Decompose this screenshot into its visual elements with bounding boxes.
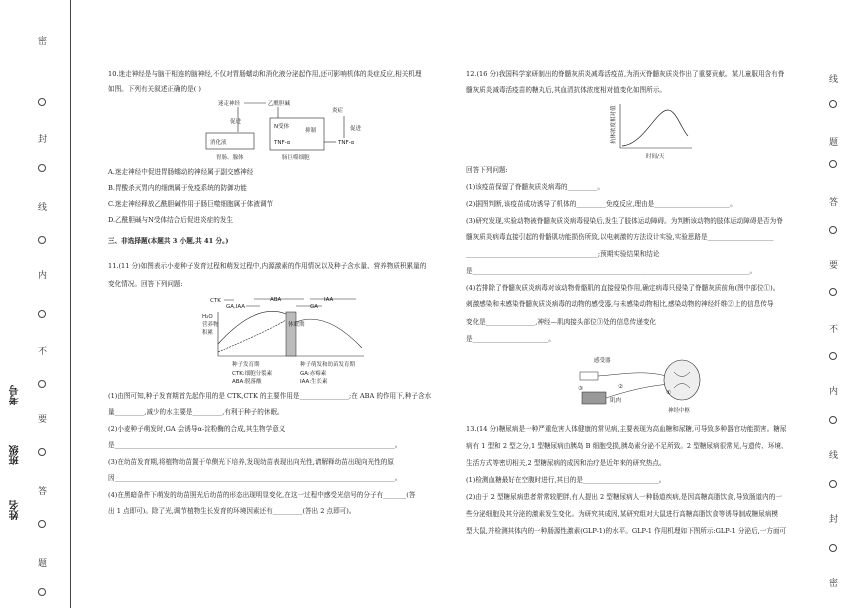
binding-char: 内 <box>38 271 48 281</box>
fig-center-label: 神经中枢 <box>668 408 691 414</box>
q10-figure <box>200 96 370 162</box>
binding-circle <box>829 544 837 552</box>
binding-circle <box>38 380 46 388</box>
q13-part1: (1)检测血糖最好在空腹时进行,其目的是_______________________。 <box>466 476 666 484</box>
binding-char: 题 <box>38 559 48 569</box>
q12-ask: 回答下列问题: <box>466 166 508 174</box>
fig-iaa-label: IAA <box>324 297 334 303</box>
q11-stem: 11.(11 分)如图表示小麦种子发育过程和萌发过程中,内源激素的作用情况以及种子含水量、营养物质积累量的 <box>108 262 427 270</box>
fig-key1: CTK:细胞分裂素 <box>232 371 273 377</box>
q12-part1: (1)该疫苗保留了脊髓灰质炎病毒的_________。 <box>466 183 604 191</box>
fig-key3: ABA:脱落酸 <box>232 379 262 384</box>
binding-circle <box>829 416 837 424</box>
fig-water-label: H₂O <box>202 314 213 320</box>
binding-circle <box>829 352 837 360</box>
binding-char: 封 <box>829 515 839 525</box>
fig-stage1-label: 种子发育期 <box>232 362 260 368</box>
q10-option-a: A.迷走神经中促进胃肠蠕动的神经属于副交感神经 <box>108 168 254 176</box>
binding-char: 不 <box>829 325 839 335</box>
q12-part3-cont3: 是____________________________________________________________________________________。 <box>466 267 757 275</box>
fig-muscle-label: 肌肉 <box>610 398 622 404</box>
q12-part3-cont1: 髓灰质炎病毒直接引起的骨骼肌功能损伤所致,以电刺激的方法设计实验,实验思路是____________________ <box>466 233 774 241</box>
fig-dormancy-label: 休眠期 <box>288 322 305 328</box>
q11-figure <box>196 292 366 384</box>
q11-part3-cont: 因_____________________________________________________________________________________。 <box>108 474 402 482</box>
class-field-label: 班级 <box>10 445 21 465</box>
binding-char: 密 <box>829 579 839 589</box>
q11-part2-cont: 是_____________________________________________________________________________________。 <box>108 441 402 449</box>
q12-part3-cont2: ________________________________________;预期实验结果和结论 <box>466 250 660 258</box>
binding-circle <box>829 100 837 108</box>
binding-line <box>70 0 71 608</box>
q12-stem-cont: 髓灰质炎减毒活疫苗的糖丸后,其血清抗体浓度相对值变化如图所示。 <box>466 86 666 94</box>
fig-tnf-label: TNF-α <box>274 140 291 146</box>
binding-char: 线 <box>829 75 839 85</box>
fig-ga-label: GA <box>310 304 319 310</box>
q12-part4-cont3: 是_______________________。 <box>466 335 556 343</box>
q11-part1-cont: 量_________,减少的水主要是_________,有利于种子的休眠。 <box>108 408 284 416</box>
q12-part2: (2)据图判断,该疫苗成功诱导了机体的_________免疫反应,理由是_______________________。 <box>466 200 737 208</box>
q12-part4-cont2: 变化是_______________,神经—肌肉接头部位③处的信息传递变化 <box>466 318 657 326</box>
fig-tnf2-label: TNF-α <box>338 140 355 146</box>
binding-circle <box>829 226 837 234</box>
binding-circle <box>829 480 837 488</box>
binding-char: 密 <box>38 37 48 47</box>
fig-macrophage-label: 肠巨噬细胞 <box>282 155 310 161</box>
binding-char: 内 <box>829 387 839 397</box>
binding-char: 线 <box>38 203 48 213</box>
binding-char: 不 <box>38 347 48 357</box>
q11-part3: (3)在幼苗发育期,将植物幼苗置于单侧光下培养,发现幼苗表现出向光性,请解释幼苗出现向光性的原 <box>108 458 394 466</box>
fig-ctk-label: CTK <box>210 298 221 304</box>
binding-circle <box>829 288 837 296</box>
fig-key4: IAA:生长素 <box>300 379 328 384</box>
q13-part2: (2)由于 2 型糖尿病患者常常较肥胖,有人提出 2 型糖尿病人一种肠道疾病,是因高糖高脂饮食,导致肠道内的一 <box>466 493 782 501</box>
binding-char: 要 <box>829 261 839 271</box>
q13-part2-cont1: 些分泌细胞及其分泌的激素发生变化。为研究其成因,某研究组对大鼠进行高糖高脂饮食等诱导制成糖尿病模 <box>466 510 779 518</box>
fig-site3-label: ③ <box>578 386 583 392</box>
q12-reflex-figure <box>574 350 714 416</box>
q11-stem-cont: 变化情况。回答下列问题: <box>108 280 183 288</box>
q13-stem-3: 生活方式等密切相关,2 型糖尿病的成因和治疗是近年来的研究热点。 <box>466 459 666 467</box>
q11-part1: (1)由图可知,种子发育期首先起作用的是 CTK,CTK 的主要作用是_______________;在 ABA 的作用下,种子含水 <box>108 392 432 400</box>
binding-char: 答 <box>38 487 48 497</box>
q10-stem: 10.迷走神经是与脑干相连的脑神经,不仅对胃肠蠕动和消化液分泌起作用,还可影响机体的炎症反应,相关机理 <box>108 70 422 78</box>
q13-stem-2: 病有 1 型和 2 型之分,1 型糖尿病由胰岛 B 细胞受损,胰岛素分泌不足所致。2 型糖尿病很常见,与遗传、环境、 <box>466 442 788 450</box>
q10-option-b: B.胃酸杀灭胃内的细菌属于免疫系统的防御功能 <box>108 184 247 192</box>
binding-circle <box>38 310 46 318</box>
binding-char: 要 <box>38 415 48 425</box>
fig-site2-label: ② <box>618 384 623 390</box>
binding-circle <box>829 160 837 168</box>
fig-key2: GA:赤霉素 <box>300 371 327 377</box>
id-field-label: 考号 <box>10 385 21 405</box>
fig-gut-label: 胃肠、腺体 <box>216 155 244 161</box>
q11-part4-cont: 出 1 点即可)。除了光,调节植物生长发育的环境因素还有_________(答出 2 点即可)。 <box>108 507 356 515</box>
fig-receptor-label: 感受器 <box>594 358 611 364</box>
fig-gaiaa-label: GA,IAA <box>226 304 246 310</box>
binding-circle <box>38 520 46 528</box>
fig-site1-label: ① <box>666 390 671 396</box>
fig-stage2-label: 种子萌发和幼苗发育期 <box>300 362 356 368</box>
binding-circle <box>38 588 46 596</box>
fig-accumulation-label: 积累 <box>202 330 214 336</box>
chart-ylabel: 抗体浓度相对值 <box>611 105 617 144</box>
fig-n-receptor-label: N受体 <box>274 124 290 130</box>
fig-promote-label: 促进 <box>230 119 242 125</box>
q10-option-d: D.乙酰胆碱与N受体结合后促进炎症的发生 <box>108 216 234 224</box>
fig-vagus-label: 迷走神经 <box>218 101 241 107</box>
binding-char: 答 <box>829 198 839 208</box>
binding-char: 线 <box>829 451 839 461</box>
binding-circle <box>38 98 46 106</box>
fig-nutrient-label: 营养物 <box>202 322 219 328</box>
section-three-heading: 三、非选择题(本题共 3 小题,共 41 分。) <box>108 237 229 245</box>
q13-part2-cont2: 型大鼠,并检测其体内的一种肠源性激素(GLP-1)的水平。GLP-1 作用机理如下图所示:GLP-1 分泌后,一方面可 <box>466 527 787 535</box>
fig-ach-label: 乙酰胆碱 <box>268 101 291 107</box>
q12-part3: (3)研究发现,实验动物被脊髓灰质炎病毒侵染后,发生了肢体运动障碍。为判断该动物的肢体运动障碍是否为脊 <box>466 217 783 225</box>
q13-stem-1: 13.(14 分)糖尿病是一种严重危害人体健康的常见病,主要表现为高血糖和尿糖,可导致多种器官功能损害。糖尿 <box>466 425 787 433</box>
binding-char: 封 <box>38 135 48 145</box>
q11-part2: (2)小麦种子萌发时,GA 会诱导α-淀粉酶的合成,其生物学意义 <box>108 425 286 433</box>
fig-inhibit-label: 抑制 <box>305 128 317 134</box>
q12-part4-cont1: 刺激感染和未感染脊髓灰质炎病毒的动物的感受器,与未感染动物相比,感染动物的神经纤维②上的信息传导 <box>466 300 774 308</box>
binding-circle <box>38 448 46 456</box>
binding-char: 题 <box>829 138 839 148</box>
binding-circle <box>38 164 46 172</box>
chart-xlabel: 时间/天 <box>646 154 665 160</box>
fig-digestive-label: 消化液 <box>210 140 227 146</box>
q12-stem: 12.(16 分)我国科学家研制出的脊髓灰质炎减毒活疫苗,为消灭脊髓灰质炎作出了重要贡献。某儿童服用含有脊 <box>466 70 785 78</box>
q12-part4: (4)若排除了脊髓灰质炎病毒对该动物骨骼肌的直接侵染作用,确定病毒只侵染了脊髓灰质前角(图中部位①)。 <box>466 284 780 292</box>
binding-circle <box>38 236 46 244</box>
q10-stem-cont: 如图。下列有关叙述正确的是( ) <box>108 85 201 93</box>
fig-promote2-label: 促进 <box>350 126 362 132</box>
name-field-label: 姓名 <box>10 500 21 520</box>
fig-aba-label: ABA <box>270 297 282 303</box>
q10-option-c: C.迷走神经释放乙酰胆碱作用于肠巨噬细胞属于体液调节 <box>108 200 274 208</box>
fig-inflammation-label: 炎症 <box>332 108 344 114</box>
q11-part4: (4)在黑暗条件下萌发的幼苗照光后幼苗的形态出现明显变化,在这一过程中感受光信号的分子有_______(答 <box>108 491 416 499</box>
q12-antibody-chart <box>608 100 696 162</box>
